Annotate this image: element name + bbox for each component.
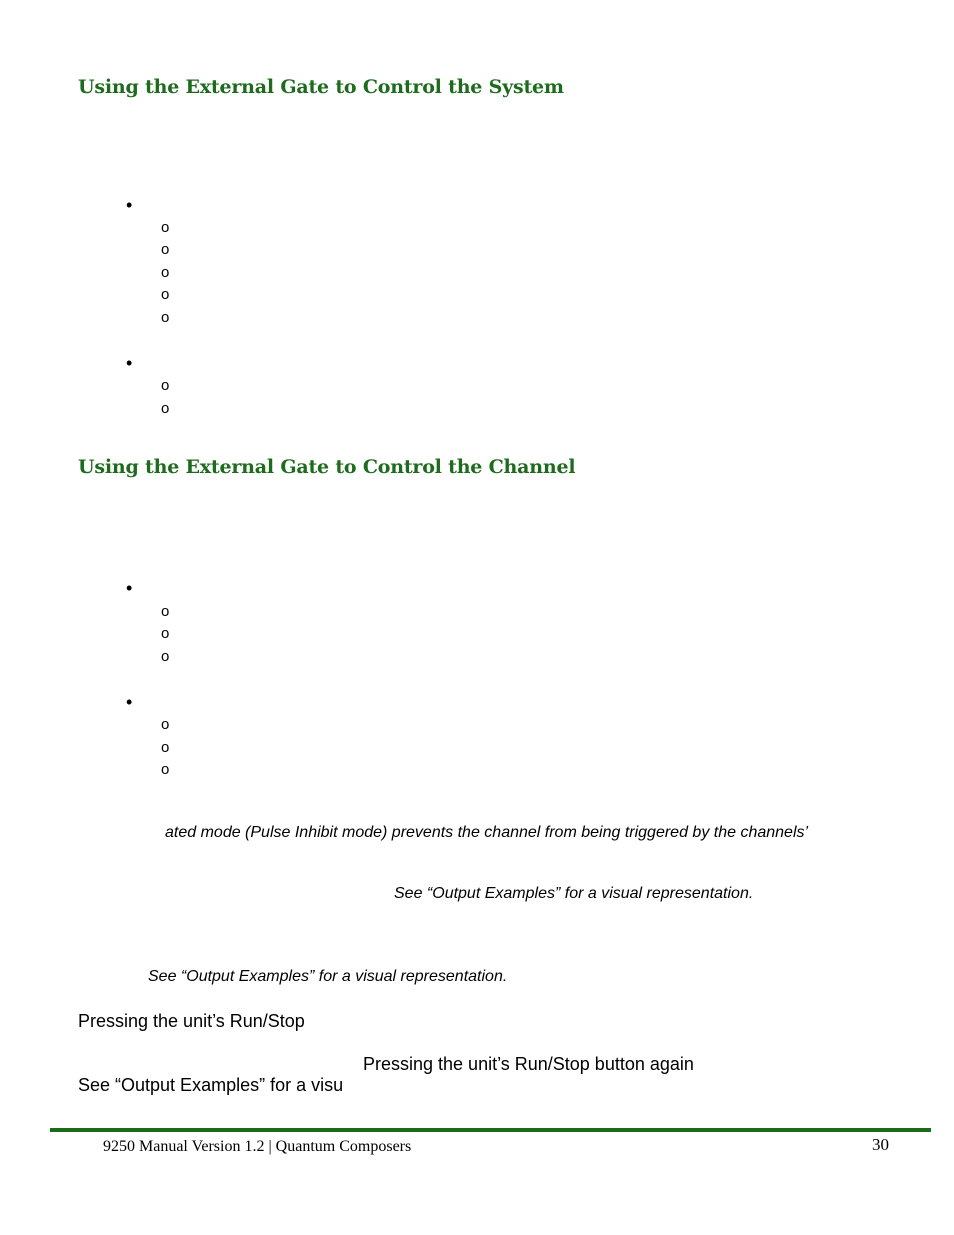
bullet-marker: • <box>126 578 133 598</box>
sub-bullet-marker: o <box>161 264 170 281</box>
sub-bullet-marker: o <box>161 648 170 665</box>
sub-bullet-marker: o <box>161 377 170 394</box>
bullet-marker: • <box>126 195 133 215</box>
run-stop-text: Pressing the unit’s Run/Stop <box>78 1011 305 1031</box>
pulse-inhibit-text: ated mode (Pulse Inhibit mode) prevents the channel from being triggered by the channels’ <box>165 824 809 841</box>
bullet-marker: • <box>126 692 133 712</box>
sub-bullet-marker: o <box>161 761 170 778</box>
output-examples-reference: See “Output Examples” for a visu <box>78 1075 344 1095</box>
output-examples-reference: See “Output Examples” for a visual representation. <box>148 968 508 985</box>
sub-bullet-marker: o <box>161 286 170 303</box>
output-examples-reference: See “Output Examples” for a visual representation. <box>394 885 754 902</box>
section-heading-channel: Using the External Gate to Control the Channel <box>78 456 576 478</box>
sub-bullet-marker: o <box>161 739 170 756</box>
sub-bullet-marker: o <box>161 241 170 258</box>
page-number: 30 <box>872 1135 889 1154</box>
sub-bullet-marker: o <box>161 400 170 417</box>
footer-text: 9250 Manual Version 1.2 | Quantum Composers <box>103 1138 412 1155</box>
sub-bullet-marker: o <box>161 716 170 733</box>
sub-bullet-marker: o <box>161 219 170 236</box>
footer-divider <box>50 1128 931 1132</box>
sub-bullet-marker: o <box>161 625 170 642</box>
section-heading-system: Using the External Gate to Control the System <box>78 76 564 98</box>
bullet-marker: • <box>126 353 133 373</box>
sub-bullet-marker: o <box>161 309 170 326</box>
sub-bullet-marker: o <box>161 603 170 620</box>
run-stop-again-text: Pressing the unit’s Run/Stop button again <box>363 1054 694 1074</box>
